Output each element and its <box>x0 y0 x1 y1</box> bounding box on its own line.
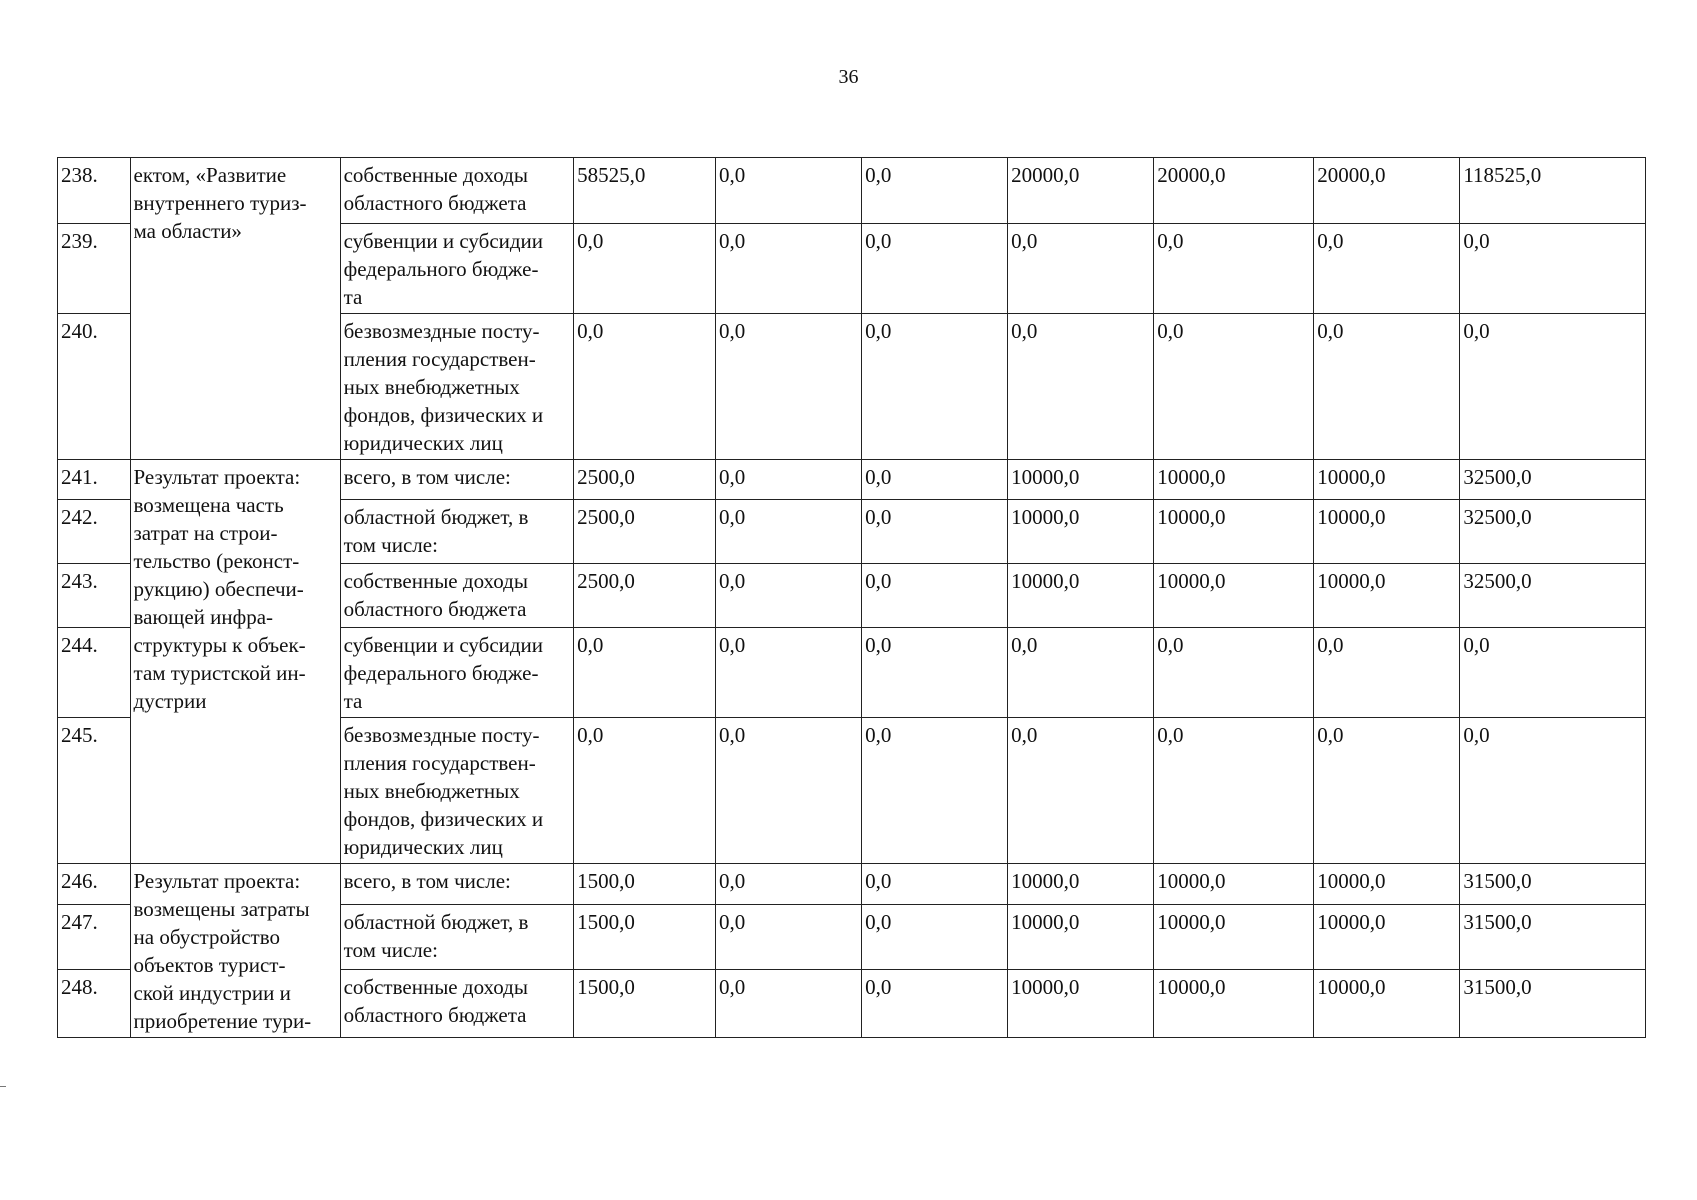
row-number-cell: 238. <box>58 158 131 224</box>
project-description-cell: Результат проекта: возмещена часть затрат на строи- тельство (реконст- рукцию) обеспечи- вающей инфра- структуры к объек- там туристской ин- дустрии <box>130 460 340 864</box>
project-description-cell: ектом, «Развитие внутреннего туриз- ма области» <box>130 158 340 460</box>
value-cell: 0,0 <box>715 718 861 864</box>
value-cell: 0,0 <box>1154 224 1314 314</box>
row-number-cell: 239. <box>58 224 131 314</box>
total-value-cell: 32500,0 <box>1460 500 1646 564</box>
total-value-cell: 118525,0 <box>1460 158 1646 224</box>
value-cell: 0,0 <box>715 970 861 1038</box>
value-cell: 0,0 <box>862 460 1008 500</box>
value-cell: 10000,0 <box>1154 970 1314 1038</box>
value-cell: 2500,0 <box>574 460 716 500</box>
margin-mark <box>0 1086 6 1087</box>
value-cell: 0,0 <box>715 564 861 628</box>
value-cell: 0,0 <box>862 904 1008 970</box>
value-cell: 0,0 <box>1314 718 1460 864</box>
value-cell: 0,0 <box>862 970 1008 1038</box>
value-cell: 0,0 <box>1008 718 1154 864</box>
value-cell: 0,0 <box>1154 314 1314 460</box>
row-number-cell: 248. <box>58 970 131 1038</box>
value-cell: 0,0 <box>862 864 1008 905</box>
value-cell: 1500,0 <box>574 904 716 970</box>
value-cell: 20000,0 <box>1154 158 1314 224</box>
value-cell: 10000,0 <box>1008 500 1154 564</box>
value-cell: 10000,0 <box>1314 970 1460 1038</box>
value-cell: 10000,0 <box>1154 864 1314 905</box>
total-value-cell: 32500,0 <box>1460 460 1646 500</box>
value-cell: 10000,0 <box>1008 970 1154 1038</box>
value-cell: 0,0 <box>862 158 1008 224</box>
page-number: 36 <box>838 66 859 88</box>
value-cell: 0,0 <box>1008 224 1154 314</box>
total-value-cell: 0,0 <box>1460 314 1646 460</box>
value-cell: 1500,0 <box>574 864 716 905</box>
value-cell: 10000,0 <box>1154 460 1314 500</box>
funding-source-cell: областной бюджет, в том числе: <box>340 904 574 970</box>
value-cell: 10000,0 <box>1154 500 1314 564</box>
row-number-cell: 243. <box>58 564 131 628</box>
value-cell: 0,0 <box>1008 314 1154 460</box>
value-cell: 0,0 <box>1314 314 1460 460</box>
value-cell: 10000,0 <box>1314 864 1460 905</box>
value-cell: 20000,0 <box>1008 158 1154 224</box>
value-cell: 0,0 <box>862 564 1008 628</box>
value-cell: 58525,0 <box>574 158 716 224</box>
total-value-cell: 31500,0 <box>1460 864 1646 905</box>
value-cell: 0,0 <box>1008 628 1154 718</box>
value-cell: 0,0 <box>574 628 716 718</box>
project-description-cell: Результат проекта: возмещены затраты на обустройство объектов турист- ской индустрии и приобретение тури- <box>130 864 340 1038</box>
total-value-cell: 0,0 <box>1460 224 1646 314</box>
total-value-cell: 0,0 <box>1460 628 1646 718</box>
value-cell: 1500,0 <box>574 970 716 1038</box>
value-cell: 0,0 <box>1314 224 1460 314</box>
funding-source-cell: всего, в том числе: <box>340 864 574 905</box>
value-cell: 10000,0 <box>1154 904 1314 970</box>
value-cell: 10000,0 <box>1154 564 1314 628</box>
value-cell: 0,0 <box>715 628 861 718</box>
value-cell: 10000,0 <box>1008 864 1154 905</box>
row-number-cell: 241. <box>58 460 131 500</box>
value-cell: 0,0 <box>574 224 716 314</box>
funding-source-cell: собственные доходы областного бюджета <box>340 158 574 224</box>
value-cell: 0,0 <box>862 628 1008 718</box>
total-value-cell: 31500,0 <box>1460 904 1646 970</box>
row-number-cell: 245. <box>58 718 131 864</box>
row-number-cell: 246. <box>58 864 131 905</box>
value-cell: 10000,0 <box>1008 460 1154 500</box>
funding-source-cell: безвозмездные посту- пления государствен- ных внебюджетных фондов, физических и юридических лиц <box>340 718 574 864</box>
value-cell: 0,0 <box>1314 628 1460 718</box>
value-cell: 0,0 <box>715 460 861 500</box>
funding-source-cell: субвенции и субсидии федерального бюдже- та <box>340 628 574 718</box>
table-row <box>58 158 1646 224</box>
value-cell: 0,0 <box>715 904 861 970</box>
row-number-cell: 240. <box>58 314 131 460</box>
value-cell: 0,0 <box>1154 718 1314 864</box>
total-value-cell: 31500,0 <box>1460 970 1646 1038</box>
value-cell: 2500,0 <box>574 564 716 628</box>
value-cell: 20000,0 <box>1314 158 1460 224</box>
funding-source-cell: областной бюджет, в том числе: <box>340 500 574 564</box>
value-cell: 0,0 <box>862 314 1008 460</box>
funding-source-cell: собственные доходы областного бюджета <box>340 564 574 628</box>
value-cell: 10000,0 <box>1008 564 1154 628</box>
funding-source-cell: собственные доходы областного бюджета <box>340 970 574 1038</box>
value-cell: 10000,0 <box>1314 564 1460 628</box>
value-cell: 0,0 <box>715 500 861 564</box>
value-cell: 10000,0 <box>1314 500 1460 564</box>
value-cell: 0,0 <box>715 864 861 905</box>
total-value-cell: 0,0 <box>1460 718 1646 864</box>
value-cell: 0,0 <box>715 224 861 314</box>
funding-source-cell: безвозмездные посту- пления государствен- ных внебюджетных фондов, физических и юридических лиц <box>340 314 574 460</box>
value-cell: 0,0 <box>862 718 1008 864</box>
value-cell: 0,0 <box>862 224 1008 314</box>
funding-source-cell: субвенции и субсидии федерального бюдже- та <box>340 224 574 314</box>
value-cell: 0,0 <box>574 718 716 864</box>
value-cell: 10000,0 <box>1314 904 1460 970</box>
value-cell: 0,0 <box>715 158 861 224</box>
row-number-cell: 244. <box>58 628 131 718</box>
table-row <box>58 460 1646 500</box>
value-cell: 0,0 <box>1154 628 1314 718</box>
value-cell: 0,0 <box>574 314 716 460</box>
row-number-cell: 247. <box>58 904 131 970</box>
row-number-cell: 242. <box>58 500 131 564</box>
value-cell: 2500,0 <box>574 500 716 564</box>
table-row <box>58 864 1646 905</box>
budget-table <box>57 157 1646 1038</box>
value-cell: 0,0 <box>862 500 1008 564</box>
value-cell: 10000,0 <box>1008 904 1154 970</box>
value-cell: 0,0 <box>715 314 861 460</box>
value-cell: 10000,0 <box>1314 460 1460 500</box>
funding-source-cell: всего, в том числе: <box>340 460 574 500</box>
total-value-cell: 32500,0 <box>1460 564 1646 628</box>
